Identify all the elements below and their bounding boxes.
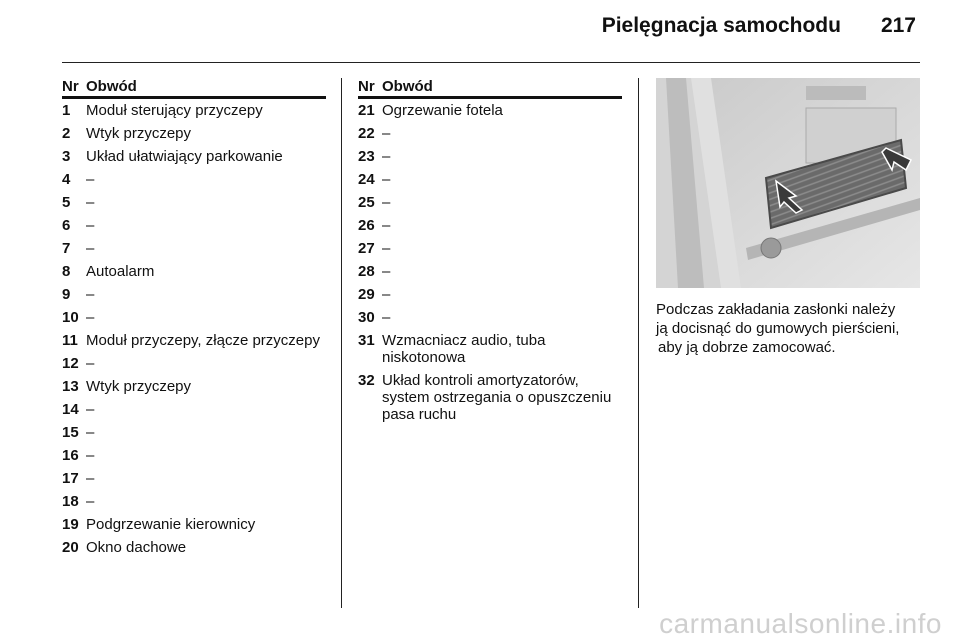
- circuit-number: 16: [62, 447, 79, 464]
- circuit-number: 12: [62, 355, 79, 372]
- circuit-number: 8: [62, 263, 71, 280]
- circuit-number: 7: [62, 240, 71, 257]
- circuit-description: –: [86, 424, 95, 441]
- caption-line-2: ją docisnąć do gumowych pierścieni,: [656, 320, 900, 337]
- circuit-number: 15: [62, 424, 79, 441]
- circuit-number: 13: [62, 378, 79, 395]
- circuit-description: Wzmacniacz audio, tuba niskotonowa: [382, 332, 546, 366]
- table-row: [358, 171, 622, 188]
- table-row: [62, 355, 326, 372]
- fuse-table-1: [62, 78, 326, 562]
- page-header: [602, 14, 916, 38]
- circuit-description: –: [86, 240, 95, 257]
- circuit-description: –: [86, 470, 95, 487]
- circuit-number: 6: [62, 217, 71, 234]
- table-row: [62, 240, 326, 257]
- circuit-description: –: [382, 148, 391, 165]
- table-header: [62, 78, 326, 99]
- circuit-description: –: [86, 493, 95, 510]
- table-row: [62, 424, 326, 441]
- table-header: [358, 78, 622, 99]
- circuit-description: –: [382, 217, 391, 234]
- cover-photo: [656, 78, 920, 288]
- table-row: [358, 263, 622, 280]
- table-row: [62, 217, 326, 234]
- circuit-description: –: [86, 171, 95, 188]
- page-title: Pielęgnacja samochodu: [601, 14, 841, 37]
- circuit-description: Podgrzewanie kierownicy: [86, 516, 256, 533]
- circuit-number: 25: [358, 194, 375, 211]
- table-body: [62, 102, 326, 556]
- table-row: [358, 125, 622, 142]
- circuit-number: 2: [62, 125, 71, 142]
- table-row: [358, 309, 622, 326]
- page-number: 217: [880, 14, 916, 37]
- table-row: [62, 286, 326, 303]
- col-nr-header: Nr: [62, 78, 79, 95]
- circuit-number: 29: [358, 286, 375, 303]
- column-divider: [341, 78, 342, 608]
- circuit-description: –: [382, 309, 391, 326]
- circuit-description: Moduł przyczepy, złącze przyczepy: [86, 332, 320, 349]
- circuit-number: 24: [358, 171, 375, 188]
- circuit-number: 9: [62, 286, 71, 303]
- circuit-description: –: [382, 171, 391, 188]
- circuit-description: –: [86, 309, 95, 326]
- circuit-number: 28: [358, 263, 375, 280]
- table-row: [62, 539, 326, 556]
- col-nr-header: Nr: [358, 78, 375, 95]
- table-row: [62, 401, 326, 418]
- table-row: [62, 125, 326, 142]
- circuit-description: Wtyk przyczepy: [86, 378, 192, 395]
- table-row: [358, 148, 622, 165]
- circuit-number: 27: [358, 240, 375, 257]
- circuit-number: 32: [358, 372, 375, 389]
- circuit-description: Ogrzewanie fotela: [382, 102, 503, 119]
- circuit-description: Moduł sterujący przyczepy: [86, 102, 263, 119]
- circuit-description: Autoalarm: [86, 263, 155, 280]
- table-row: [62, 148, 326, 165]
- circuit-description: –: [382, 263, 391, 280]
- photo-caption: [656, 300, 926, 357]
- table-row: [62, 102, 326, 119]
- table-row: [358, 102, 622, 119]
- trunk-cover-illustration: [656, 78, 920, 288]
- table-row: [62, 309, 326, 326]
- circuit-description: Układ kontroli amortyzatorów, system ostrzegania o opuszczeniu pasa ruchu: [382, 372, 612, 423]
- circuit-description: Układ ułatwiający parkowanie: [86, 148, 283, 165]
- circuit-number: 4: [62, 171, 71, 188]
- circuit-number: 31: [358, 332, 375, 349]
- table-row: [62, 378, 326, 395]
- circuit-number: 30: [358, 309, 375, 326]
- circuit-number: 17: [62, 470, 79, 487]
- table-row: [358, 240, 622, 257]
- table-row: [62, 194, 326, 211]
- circuit-number: 14: [62, 401, 79, 418]
- circuit-number: 23: [358, 148, 375, 165]
- table-row: [358, 217, 622, 234]
- circuit-number: 26: [358, 217, 375, 234]
- watermark: carmanualsonline.info: [659, 608, 942, 639]
- circuit-number: 18: [62, 493, 79, 510]
- table-row: [358, 194, 622, 211]
- column-divider: [638, 78, 639, 608]
- circuit-description: Wtyk przyczepy: [86, 125, 192, 142]
- caption-line-1: Podczas zakładania zasłonki należy: [656, 301, 896, 318]
- circuit-number: 1: [62, 102, 71, 119]
- table-row: [62, 470, 326, 487]
- circuit-description: –: [86, 286, 95, 303]
- circuit-description: Okno dachowe: [86, 539, 187, 556]
- table-row: [62, 332, 326, 349]
- circuit-number: 22: [358, 125, 375, 142]
- table-row: [62, 263, 326, 280]
- circuit-description: –: [382, 286, 391, 303]
- table-body: [358, 102, 622, 423]
- circuit-number: 21: [358, 102, 375, 119]
- table-row: [62, 493, 326, 510]
- circuit-description: –: [382, 194, 391, 211]
- header-divider: [62, 62, 920, 63]
- circuit-number: 3: [62, 148, 71, 165]
- col-obwod-header: Obwód: [382, 78, 433, 95]
- circuit-number: 5: [62, 194, 71, 211]
- circuit-description: –: [382, 240, 391, 257]
- col-obwod-header: Obwód: [86, 78, 137, 95]
- table-row: [62, 447, 326, 464]
- circuit-description: –: [86, 401, 95, 418]
- circuit-number: 20: [62, 539, 79, 556]
- table-row: [62, 171, 326, 188]
- caption-line-3: aby ją dobrze zamocować.: [658, 339, 836, 356]
- table-row: [358, 332, 622, 366]
- table-row: [358, 286, 622, 303]
- circuit-number: 19: [62, 516, 79, 533]
- table-row: [358, 372, 622, 423]
- circuit-number: 10: [62, 309, 79, 326]
- circuit-description: –: [86, 355, 95, 372]
- circuit-description: –: [86, 447, 95, 464]
- table-row: [62, 516, 326, 533]
- circuit-number: 11: [62, 332, 78, 349]
- circuit-description: –: [382, 125, 391, 142]
- fuse-table-2: [358, 78, 622, 429]
- circuit-description: –: [86, 217, 95, 234]
- circuit-description: –: [86, 194, 95, 211]
